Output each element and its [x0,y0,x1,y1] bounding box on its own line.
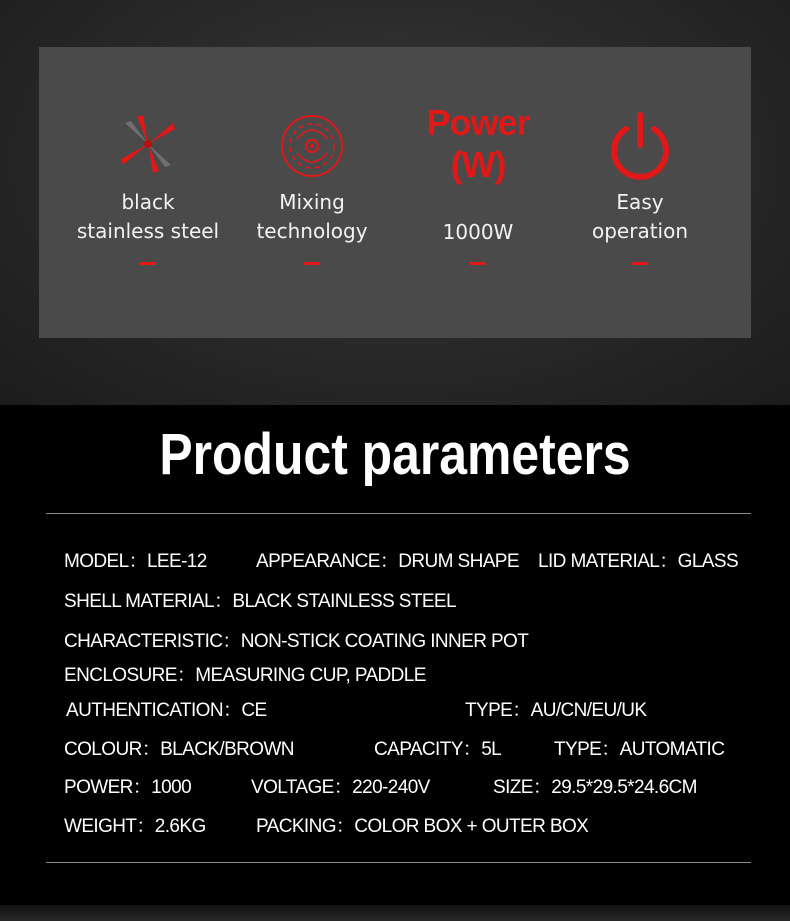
divider-bottom [46,862,751,863]
bottom-background [0,905,790,921]
feature-line1: Easy [616,190,664,214]
feature-easy-operation [555,47,725,338]
feature-line2: operation [591,219,689,243]
accent-dash [470,262,486,265]
param-appearance: APPEARANCE：DRUM SHAPE [256,551,519,572]
param-enclosure: ENCLOSURE：MEASURING CUP, PADDLE [64,665,426,686]
accent-dash [140,262,156,265]
mixing-icon [277,111,347,181]
param-lid-material: LID MATERIAL：GLASS [538,551,739,572]
page-title: Product parameters [159,422,631,487]
feature-line2: technology [256,219,368,243]
feature-line2: stainless steel [76,219,220,243]
divider-top [46,513,751,514]
feature-panel [39,47,751,338]
accent-dash [632,262,648,265]
param-authentication: AUTHENTICATION：CE [66,700,267,721]
power-value: 1000W [442,220,514,244]
accent-dash [304,262,320,265]
feature-line1: Mixing [279,190,345,214]
param-colour: COLOUR：BLACK/BROWN [64,739,294,760]
param-size: SIZE：29.5*29.5*24.6CM [493,777,697,798]
feature-stainless-steel [63,47,233,338]
param-model: MODEL：LEE-12 [64,551,207,572]
power-unit: (W) [450,144,506,185]
param-type-mode: TYPE：AUTOMATIC [554,739,725,760]
param-characteristic: CHARACTERISTIC：NON-STICK COATING INNER POT [64,631,529,652]
param-packing: PACKING：COLOR BOX + OUTER BOX [256,816,589,837]
param-type-plug: TYPE：AU/CN/EU/UK [465,700,647,721]
blade-icon [113,109,183,179]
power-icon [607,111,673,181]
feature-mixing [227,47,397,338]
feature-power [393,47,563,338]
param-voltage: VOLTAGE：220-240V [251,777,430,798]
power-title: Power [426,102,530,143]
param-shell-material: SHELL MATERIAL：BLACK STAINLESS STEEL [64,591,456,612]
feature-line1: black [121,190,175,214]
param-weight: WEIGHT：2.6KG [64,816,206,837]
param-capacity: CAPACITY：5L [374,739,502,760]
param-power: POWER：1000 [64,777,192,798]
